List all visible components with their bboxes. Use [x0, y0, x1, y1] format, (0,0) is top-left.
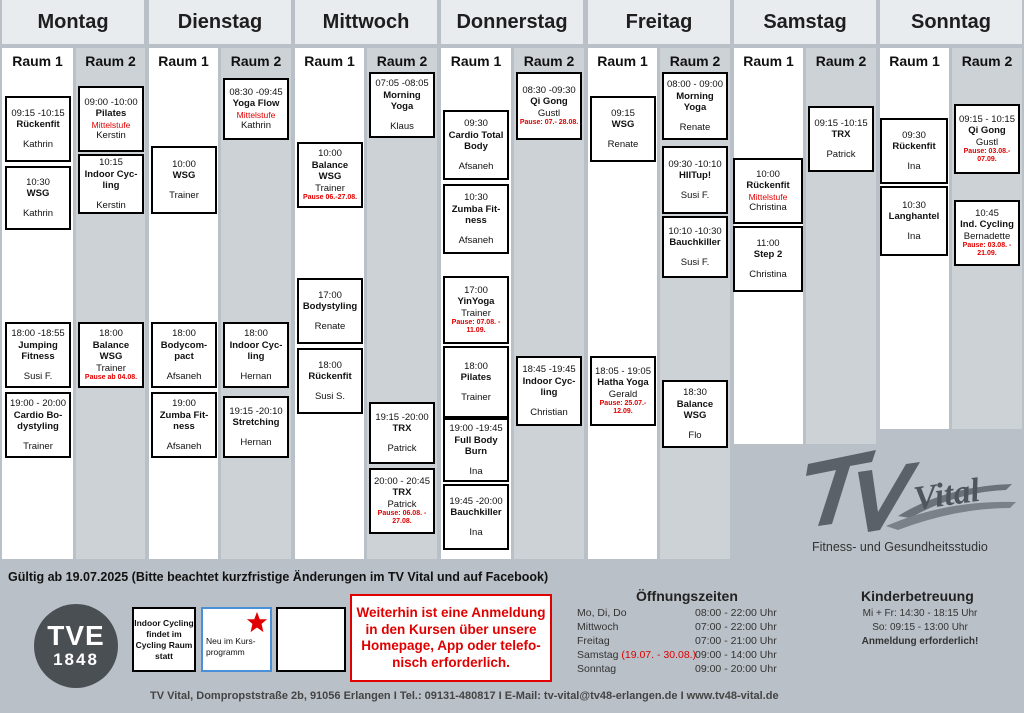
course-trainer: Afsaneh	[458, 160, 494, 172]
course-card	[78, 86, 144, 152]
course-card	[443, 184, 509, 254]
course-title: Zumba Fit-ness	[451, 203, 501, 226]
day-header-mittwoch: Mittwoch	[295, 0, 437, 44]
course-title: Yoga Flow	[232, 98, 280, 110]
course-time: 09:30	[464, 118, 488, 129]
course-card	[954, 200, 1020, 266]
course-card	[151, 322, 217, 388]
course-time: 10:10 -10:30	[668, 225, 722, 237]
room-header-sa2: Raum 2	[806, 48, 876, 74]
course-trainer: Kathrin	[22, 138, 54, 150]
course-trainer: Gustl	[975, 136, 999, 148]
course-title: Jumping Fitness	[18, 339, 58, 362]
course-card	[808, 106, 874, 172]
childcare-registration: Anmeldung erforderlich!	[861, 636, 979, 647]
course-trainer: Kathrin	[240, 119, 272, 131]
room-header-do1: Raum 1	[441, 48, 511, 74]
course-title: Cardio Bo-dystyling	[13, 409, 63, 432]
tv-vital-logo	[806, 446, 1018, 542]
course-time: 18:30	[683, 387, 707, 398]
course-time: 09:15 -10:15	[11, 107, 65, 119]
opening-hours-time: 08:00 - 22:00 Uhr	[695, 607, 777, 619]
opening-hours-day: Freitag	[577, 635, 610, 647]
course-trainer: Trainer	[23, 440, 53, 452]
course-trainer: Trainer	[461, 391, 491, 403]
course-title: Indoor Cyc-ling	[84, 168, 138, 191]
course-card	[5, 166, 71, 230]
course-time: 07:05 -08:05	[375, 78, 429, 89]
course-card	[5, 392, 71, 458]
course-card	[78, 154, 144, 214]
opening-hours-row	[577, 621, 777, 635]
course-time: 18:00	[318, 359, 342, 371]
column-di2	[221, 74, 291, 559]
course-card	[954, 104, 1020, 174]
course-pause-note: Pause 06.-27.08.	[302, 194, 358, 201]
course-title: WSG	[611, 119, 635, 131]
course-pause-note: Pause: 25.07.- 12.09.	[599, 400, 647, 416]
course-trainer: Renate	[679, 121, 711, 133]
course-title: Indoor Cyc-ling	[522, 375, 576, 398]
course-level-note: Mittelstufe	[236, 109, 276, 120]
course-card	[443, 276, 509, 344]
course-card	[443, 484, 509, 550]
course-trainer: Susi F.	[680, 189, 710, 201]
course-time: 09:15 -10:15	[814, 117, 868, 129]
course-trainer: Susi F.	[680, 256, 710, 268]
brand-vital-text: Vital	[911, 471, 983, 518]
course-card	[297, 278, 363, 344]
course-trainer: Christian	[530, 406, 568, 418]
tve-logo	[34, 604, 118, 688]
opening-hours-row	[577, 649, 777, 663]
course-trainer: Renate	[314, 320, 346, 332]
course-title: TRX	[831, 129, 851, 141]
course-trainer: Klaus	[390, 120, 414, 132]
opening-hours-day: Mo, Di, Do	[577, 607, 627, 619]
course-card	[733, 158, 803, 224]
course-time: 11:00	[756, 237, 780, 249]
course-card	[443, 346, 509, 418]
course-title: Bodycom-pact	[160, 339, 208, 362]
course-card	[516, 356, 582, 426]
course-trainer: Trainer	[96, 362, 126, 374]
day-header-sonntag: Sonntag	[880, 0, 1022, 44]
childcare-hours-wed-fri: Mi + Fr: 14:30 - 18:15 Uhr	[862, 608, 978, 619]
course-title: Rückenfit	[892, 141, 936, 153]
room-header-so1: Raum 1	[880, 48, 949, 74]
course-level-note: Mittelstufe	[91, 119, 131, 130]
course-level-note: Mittelstufe	[748, 191, 788, 202]
opening-hours-day: Samstag	[577, 649, 619, 661]
course-card	[223, 78, 289, 140]
course-trainer: Kerstin	[96, 199, 126, 211]
legend-indoor-cycling-text: Indoor Cycling findet im Cycling Raum statt	[134, 617, 194, 661]
course-time: 20:00 - 20:45	[374, 475, 430, 487]
course-trainer: Christina	[749, 268, 787, 280]
room-header-sa1: Raum 1	[734, 48, 803, 74]
course-card	[662, 146, 728, 214]
course-title: Hatha Yoga	[597, 377, 649, 389]
column-do2	[514, 74, 584, 559]
day-header-montag: Montag	[2, 0, 144, 44]
course-card	[443, 418, 509, 482]
course-title: Rückenfit	[746, 180, 790, 192]
course-title: Morning Yoga	[676, 90, 714, 113]
course-trainer: Patrick	[826, 148, 856, 160]
course-time: 18:00	[244, 328, 268, 339]
opening-hours-time: 07:00 - 22:00 Uhr	[695, 621, 777, 633]
course-card	[443, 110, 509, 180]
course-time: 18:00	[172, 328, 196, 339]
course-title: Pilates	[95, 108, 127, 120]
opening-hours-day: Mittwoch	[577, 621, 619, 633]
course-trainer: Trainer	[169, 189, 199, 201]
course-time: 10:15	[99, 157, 123, 168]
course-title: Step 2	[753, 249, 783, 261]
course-title: Morning Yoga	[383, 89, 421, 112]
course-time: 19:15 -20:00	[375, 411, 429, 423]
course-card	[590, 96, 656, 162]
course-title: Ind. Cycling	[960, 219, 1014, 231]
course-time: 19:00 -19:45	[449, 423, 503, 434]
course-trainer: Ina	[907, 160, 921, 172]
course-pause-note: Pause: 07.- 28.08.	[519, 119, 579, 127]
course-card	[662, 380, 728, 448]
course-card	[880, 118, 948, 184]
course-trainer: Afsaneh	[166, 370, 202, 382]
course-trainer: Trainer	[461, 307, 491, 319]
room-header-mo2: Raum 2	[76, 48, 145, 74]
course-trainer: Hernan	[240, 436, 272, 448]
course-time: 10:45	[975, 207, 999, 219]
opening-hours-time: 09:00 - 14:00 Uhr	[695, 649, 777, 661]
course-title: TRX	[392, 487, 412, 499]
course-title: HIITup!	[678, 170, 711, 182]
course-title: Stretching	[232, 417, 280, 429]
course-time: 18:00	[464, 360, 488, 372]
course-time: 17:00	[318, 289, 342, 301]
validity-note: Gültig ab 19.07.2025 (Bitte beachtet kurzfristige Änderungen im TV Vital und auf Facebook)	[8, 570, 549, 584]
course-title: YinYoga	[457, 296, 495, 308]
opening-hours-row	[577, 663, 777, 677]
room-header-di1: Raum 1	[149, 48, 218, 74]
course-time: 10:30	[464, 192, 488, 203]
course-title: Pilates	[460, 372, 492, 384]
course-trainer: Renate	[607, 138, 639, 150]
course-time: 19:00	[172, 398, 196, 409]
course-title: TRX	[392, 423, 412, 435]
tve-logo-year: 1848	[53, 650, 99, 669]
opening-hours-row	[577, 635, 777, 649]
day-header-dienstag: Dienstag	[149, 0, 291, 44]
course-card	[662, 216, 728, 278]
tve-logo-text: TVE	[47, 620, 105, 651]
course-pause-note: Pause: 07.08. - 11.09.	[451, 319, 501, 335]
course-card	[151, 146, 217, 214]
course-time: 10:00	[756, 168, 780, 180]
course-card	[297, 142, 363, 208]
course-title: Indoor Cyc-ling	[229, 339, 283, 362]
course-card	[5, 322, 71, 388]
course-card	[369, 72, 435, 138]
course-card	[369, 402, 435, 464]
star-icon	[246, 611, 268, 633]
opening-hours-day: Sonntag	[577, 663, 617, 675]
course-title: Balance WSG	[92, 339, 130, 362]
room-header-fr2: Raum 2	[660, 48, 730, 74]
course-trainer: Flo	[688, 429, 702, 441]
course-time: 10:00	[318, 148, 342, 159]
course-trainer: Patrick	[387, 498, 417, 510]
course-trainer: Susi S.	[314, 390, 346, 402]
course-trainer: Afsaneh	[458, 234, 494, 246]
course-card	[78, 322, 144, 388]
course-trainer: Afsaneh	[166, 440, 202, 452]
room-header-mi2: Raum 2	[367, 48, 437, 74]
room-header-fr1: Raum 1	[588, 48, 657, 74]
room-header-so2: Raum 2	[952, 48, 1022, 74]
course-trainer: Ina	[469, 526, 483, 538]
legend-empty-box	[276, 607, 346, 672]
course-time: 10:00	[172, 158, 196, 170]
course-title: WSG	[26, 188, 50, 200]
childcare-hours-sun: So: 09:15 - 13:00 Uhr	[872, 622, 968, 633]
course-card	[297, 348, 363, 414]
course-time: 10:30	[26, 176, 50, 188]
course-time: 09:30 -10:10	[668, 158, 722, 170]
course-title: Langhantel	[888, 211, 940, 223]
course-time: 18:05 - 19:05	[595, 365, 651, 377]
course-time: 19:45 -20:00	[449, 495, 503, 507]
childcare-title: Kinderbetreuung	[861, 588, 974, 604]
course-time: 08:00 - 09:00	[667, 79, 723, 90]
course-time: 08:30 -09:30	[522, 84, 576, 96]
course-card	[5, 96, 71, 162]
room-header-mo1: Raum 1	[2, 48, 73, 74]
opening-hours-time: 07:00 - 21:00 Uhr	[695, 635, 777, 647]
opening-hours-day-wrap	[577, 649, 696, 661]
opening-hours-time: 09:00 - 20:00 Uhr	[695, 663, 777, 675]
course-time: 18:00	[99, 328, 123, 339]
registration-notice-text: Weiterhin ist eine Anmeldung in den Kursen über unsere Homepage, App oder telefo-nisch erforderlich.	[356, 605, 546, 670]
opening-hours-row	[577, 607, 777, 621]
course-trainer: Ina	[469, 465, 483, 477]
course-card	[516, 72, 582, 140]
course-time: 09:15 - 10:15	[959, 113, 1015, 125]
course-trainer: Susi F.	[23, 370, 53, 382]
course-card	[223, 396, 289, 458]
course-card	[223, 322, 289, 388]
course-pause-note: Pause: 03.08.- 07.09.	[963, 148, 1011, 164]
course-time: 19:00 - 20:00	[10, 398, 66, 409]
course-time: 09:15	[611, 107, 635, 119]
course-title: Balance WSG	[676, 398, 714, 421]
legend-indoor-cycling	[132, 607, 196, 672]
course-title: Full Body Burn	[454, 434, 498, 457]
course-title: Cardio Total Body	[448, 129, 504, 152]
course-trainer: Gustl	[537, 107, 561, 119]
course-trainer: Hernan	[240, 370, 272, 382]
course-title: Zumba Fit-ness	[159, 409, 209, 432]
course-card	[733, 226, 803, 292]
course-trainer: Patrick	[387, 442, 417, 454]
legend-new-course	[201, 607, 272, 672]
course-trainer: Gerald	[608, 388, 638, 400]
course-time: 09:00 -10:00	[84, 96, 138, 108]
opening-hours-season: (19.07. - 30.08.)	[621, 649, 697, 661]
room-header-di2: Raum 2	[221, 48, 291, 74]
course-trainer: Trainer	[315, 182, 345, 194]
course-card	[590, 356, 656, 426]
course-time: 19:15 -20:10	[229, 405, 283, 417]
day-header-samstag: Samstag	[734, 0, 876, 44]
course-trainer: Kerstin	[96, 129, 126, 141]
course-pause-note: Pause: 06.08. - 27.08.	[377, 510, 427, 526]
course-title: Qi Gong	[968, 125, 1006, 137]
room-header-do2: Raum 2	[514, 48, 584, 74]
course-time: 08:30 -09:45	[229, 86, 283, 98]
course-card	[880, 186, 948, 256]
course-card	[151, 392, 217, 458]
course-pause-note: Pause: 03.08. - 21.09.	[962, 242, 1012, 258]
course-trainer: Ina	[907, 230, 921, 242]
course-time: 18:00 -18:55	[11, 328, 65, 339]
brand-subtitle: Fitness- und Gesundheitsstudio	[812, 540, 988, 554]
course-title: Bodystyling	[302, 301, 358, 313]
legend-new-course-text: Neu im Kurs-programm	[206, 635, 256, 657]
course-time: 10:30	[902, 199, 926, 211]
course-trainer: Christina	[749, 201, 787, 213]
day-header-donnerstag: Donnerstag	[441, 0, 583, 44]
course-trainer: Kathrin	[22, 207, 54, 219]
course-title: Bauchkiller	[450, 507, 502, 519]
course-title: Rückenfit	[16, 119, 60, 131]
course-title: Balance WSG	[311, 159, 349, 182]
registration-notice	[350, 594, 552, 682]
course-pause-note: Pause ab 04.08.	[84, 374, 138, 381]
course-time: 09:30	[902, 129, 926, 141]
day-header-freitag: Freitag	[588, 0, 730, 44]
course-card	[369, 468, 435, 534]
course-trainer: Bernadette	[963, 230, 1011, 242]
course-title: WSG	[172, 170, 196, 182]
course-card	[662, 72, 728, 140]
opening-hours-title: Öffnungszeiten	[636, 588, 738, 604]
course-time: 17:00	[464, 284, 488, 296]
room-header-mi1: Raum 1	[295, 48, 364, 74]
footer-contact: TV Vital, Dompropststraße 2b, 91056 Erlangen I Tel.: 09131-480817 I E-Mail: tv-vital@tv48-erlangen.de I www.tv48-vital.de	[150, 690, 779, 702]
course-title: Rückenfit	[308, 371, 352, 383]
course-time: 18:45 -19:45	[522, 364, 576, 375]
course-title: Bauchkiller	[669, 237, 721, 249]
course-title: Qi Gong	[530, 96, 568, 108]
